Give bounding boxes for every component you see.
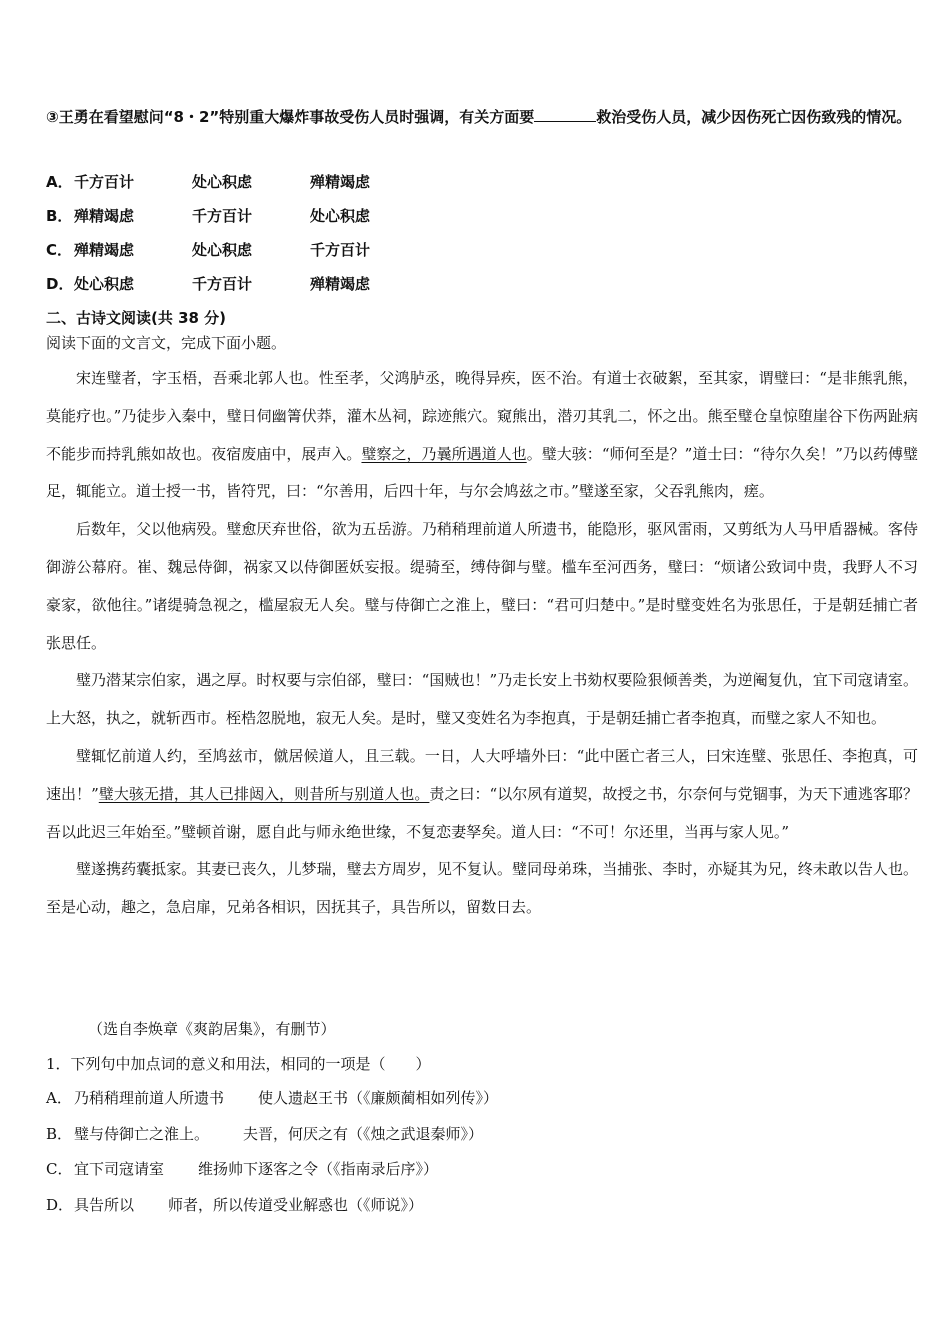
option-left: 具告所以 <box>74 1196 135 1214</box>
option-word-1: 殚精竭虑 <box>74 207 135 225</box>
option-right: 师者，所以传道受业解惑也（《师说》） <box>168 1196 424 1214</box>
passage-paragraph-1 <box>46 360 918 511</box>
option-right: 维扬帅下逐客之令（《指南录后序》） <box>198 1160 439 1178</box>
option-word-2: 处心积虑 <box>192 173 253 191</box>
option-word-2: 千方百计 <box>192 275 253 293</box>
option-c <box>46 238 370 262</box>
option-key: A． <box>46 173 73 191</box>
option-word-2: 千方百计 <box>192 207 253 225</box>
option-left: 乃稍稍理前道人所遗书 <box>74 1089 225 1107</box>
question-1-option-c <box>46 1157 438 1181</box>
passage-paragraph-5: 璧遂携药囊抵家。其妻已丧久，儿梦瑞，璧去方周岁，见不复认。璧同母弟珠，当捕张、李时，亦疑其为兄，终未敢以告人也。至是心动，趣之，急启扉，兄弟各相识，因抚其子，具告所以，留数日去。 <box>46 860 918 917</box>
option-word-1: 殚精竭虑 <box>74 241 135 259</box>
option-key: A． <box>46 1089 72 1107</box>
passage-paragraph-2: 后数年，父以他病殁。璧愈厌弃世俗，欲为五岳游。乃稍稍理前道人所遗书，能隐形，驱风雷雨，又剪纸为人马甲盾器械。客侍御游公幕府。崔、魏忌侍御，祸家又以侍御匿妖妄报。缇骑至，缚侍御与璧。槛车至河西务，璧曰：“烦诸公致词中贵，我野人不习豪家，欲他往。”诸缇骑急视之，槛屋寂无人矣。璧与侍御亡之淮上，璧曰：“君可归楚中。”是时璧变姓名为张思任，于是朝廷捕亡者张思任。 <box>46 520 918 652</box>
option-key: C． <box>46 241 73 259</box>
option-word-3: 处心积虑 <box>310 207 371 225</box>
section-title: 二、古诗文阅读(共 38 分) <box>46 309 227 327</box>
passage-text: 宋连璧者，字玉梧，吾乘北郭人也。性至孝，父鸿胪丞，晚得异疾，医不治。有道士衣破絮，至其家，谓璧曰：“是非熊乳熊，莫能疗也。”乃徒步入秦中，璧日伺幽箐伏莽，灌木丛祠，踪迹熊穴。窥熊出，潜刃其乳二，怀之出。熊至璧仓皇惊堕崖谷下伤两趾病不能步而持乳熊如故也。夜宿废庙中，展声入。 <box>46 369 918 463</box>
option-right: 使人遗赵王书（《廉颇蔺相如列传》） <box>258 1089 499 1107</box>
option-word-2: 处心积虑 <box>192 241 253 259</box>
option-word-3: 殚精竭虑 <box>310 173 371 191</box>
reading-instruction: 阅读下面的文言文，完成下面小题。 <box>46 334 287 352</box>
passage-text: 。璧大骇：“师何至是？”道士曰：“待尔久矣！”乃以药傅璧足，辄能立。道士授一书，皆符咒，曰：“尔善用，后四十年，与尔会鸠兹之市。”璧遂至家，父吞乳熊肉，瘥。 <box>46 444 918 501</box>
question-1-option-d <box>46 1193 423 1217</box>
option-a <box>46 170 370 194</box>
classical-passage <box>46 360 918 927</box>
passage-paragraph-4 <box>46 738 918 851</box>
question-1-stem: 1．下列句中加点词的意义和用法，相同的一项是（ ） <box>46 1055 431 1073</box>
option-word-1: 千方百计 <box>74 173 135 191</box>
option-key: D． <box>46 1196 74 1214</box>
question-1-option-a <box>46 1086 498 1110</box>
option-left: 璧与侍御亡之淮上。 <box>74 1125 210 1143</box>
passage-text: 责之曰：“以尔夙有道契，故授之书，尔奈何与党锢事，为天下逋逃客耶？吾以此迟三年始至。”璧顿首谢，愿自此与师永绝世缘，不复恋妻孥矣。道人曰：“不可！尔还里，当再与家人见。” <box>46 784 918 841</box>
question-1-option-b <box>46 1122 483 1146</box>
passage-paragraph-3: 璧乃潜某宗伯家，遇之厚。时权要与宗伯郤，璧曰：“国贼也！”乃走长安上书劾权要险狠倾善类，为逆阉复仇，宜下司寇请室。上大怒，执之，就斩西市。桎梏忽脱地，寂无人矣。是时，璧又变姓名为李抱真，于是朝廷捕亡者李抱真，而璧之家人不知也。 <box>46 671 918 728</box>
option-b <box>46 204 370 228</box>
option-right: 夫晋，何厌之有（《烛之武退秦师》） <box>243 1125 484 1143</box>
option-left: 宜下司寇请室 <box>74 1160 165 1178</box>
answer-blank <box>534 103 596 122</box>
passage-text: 璧辄忆前道人约，至鸠兹市，僦居候道人，且三载。一日，人大呼墙外曰：“此中匿亡者三人，曰宋连璧、张思任、李抱真，可速出！” <box>46 746 918 803</box>
option-d <box>46 272 370 296</box>
underlined-sentence-1: 璧察之，乃曩所遇道人也 <box>361 444 527 463</box>
option-word-3: 千方百计 <box>310 241 371 259</box>
option-word-1: 处心积虑 <box>74 275 135 293</box>
option-key: C． <box>46 1160 73 1178</box>
question-3-before: ③王勇在看望慰问“8・2”特别重大爆炸事故受伤人员时强调，有关方面要 <box>46 108 535 126</box>
question-3-after: 救治受伤人员，减少因伤死亡因伤致残的情况。 <box>596 108 912 126</box>
option-key: D． <box>46 275 74 293</box>
option-word-3: 殚精竭虑 <box>310 275 371 293</box>
underlined-sentence-2: 璧大骇无措，其人已排闼入，则昔所与别道人也。 <box>98 784 430 803</box>
option-key: B． <box>46 1125 73 1143</box>
question-3 <box>46 98 916 136</box>
option-key: B． <box>46 207 73 225</box>
passage-source: （选自李焕章《爽韵居集》，有删节） <box>88 1020 336 1038</box>
